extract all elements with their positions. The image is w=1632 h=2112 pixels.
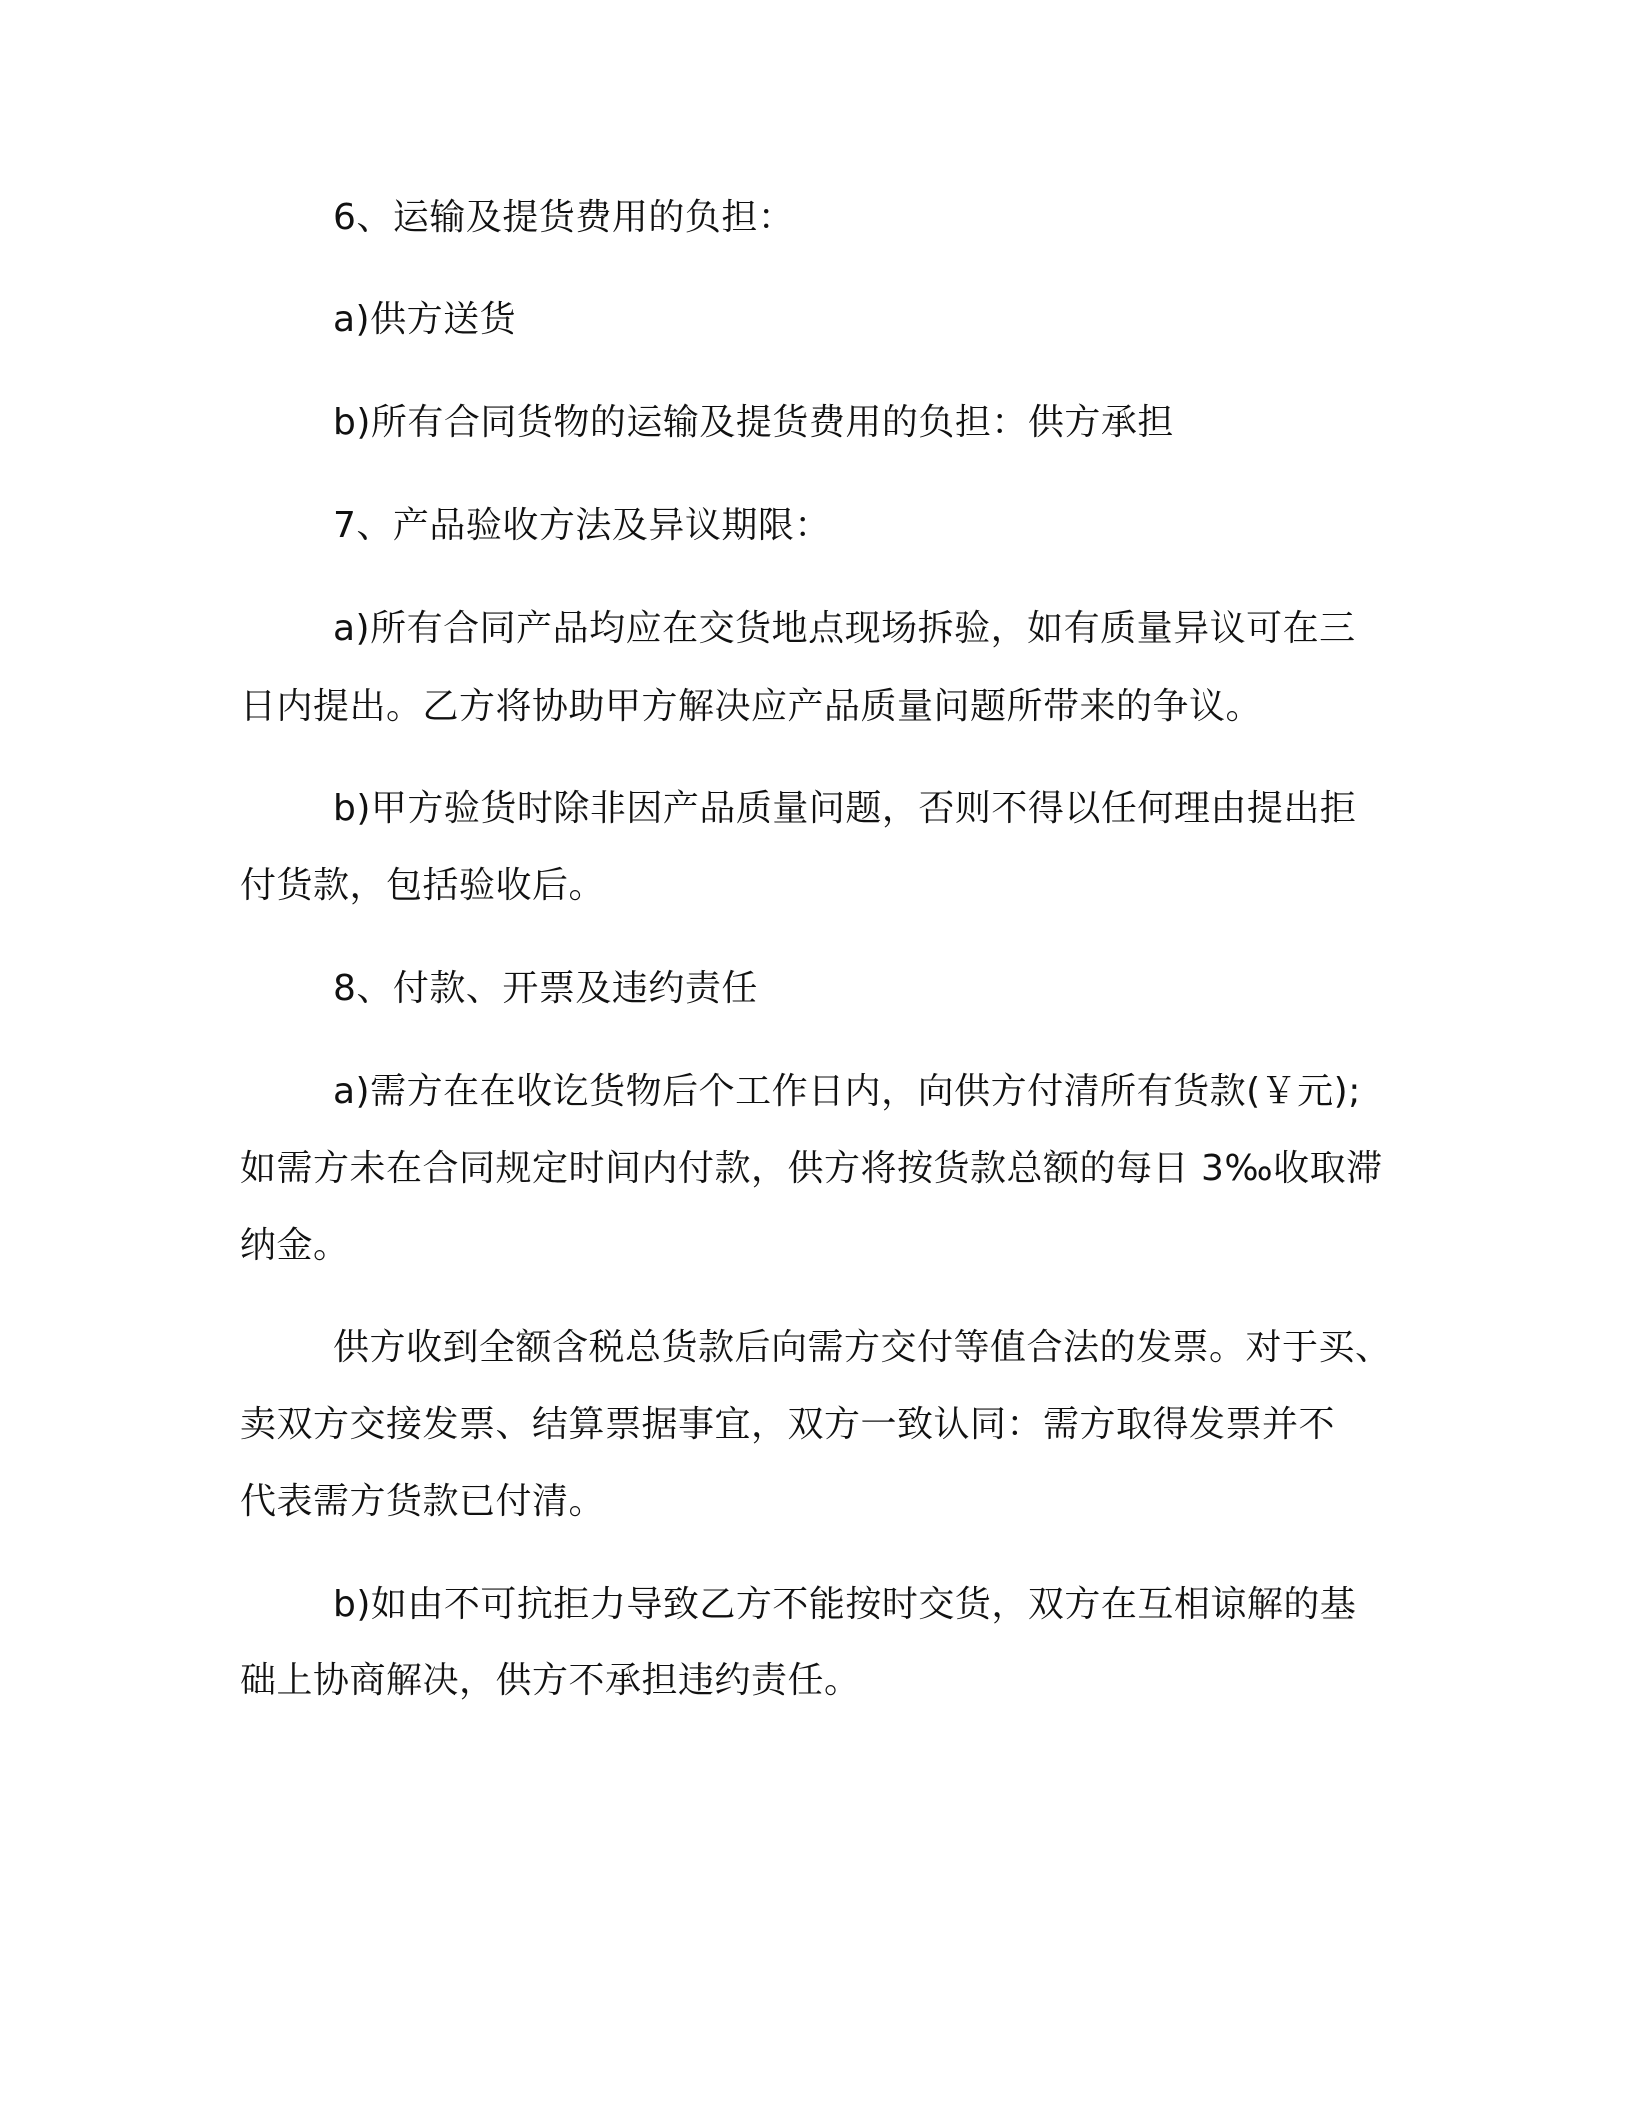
section-8-item-b-line-1: b)如由不可抗拒力导致乙方不能按时交货，双方在互相谅解的基 <box>333 1584 1357 1625</box>
section-8-item-a-line-3: 纳金。 <box>240 1225 350 1266</box>
section-8-heading: 8、付款、开票及违约责任 <box>333 968 758 1009</box>
section-7-heading: 7、产品验收方法及异议期限： <box>333 505 831 546</box>
section-7-item-b-line-2: 付货款，包括验收后。 <box>240 865 606 906</box>
invoice-paragraph-line-2: 卖双方交接发票、结算票据事宜，双方一致认同：需方取得发票并不 <box>240 1404 1336 1445</box>
section-7-item-b-line-1: b)甲方验货时除非因产品质量问题，否则不得以任何理由提出拒 <box>333 788 1357 829</box>
section-7-item-a-line-1: a)所有合同产品均应在交货地点现场拆验，如有质量异议可在三 <box>333 608 1356 649</box>
section-6-item-b: b)所有合同货物的运输及提货费用的负担：供方承担 <box>333 402 1174 443</box>
section-6-heading: 6、运输及提货费用的负担： <box>333 197 795 238</box>
section-7-item-a-line-2: 日内提出。乙方将协助甲方解决应产品质量问题所带来的争议。 <box>240 686 1263 727</box>
section-6-item-a: a)供方送货 <box>333 299 517 340</box>
invoice-paragraph-line-1: 供方收到全额含税总货款后向需方交付等值合法的发票。对于买、 <box>333 1327 1392 1368</box>
section-8-item-a-line-2: 如需方未在合同规定时间内付款，供方将按货款总额的每日 3‰收取滞 <box>240 1148 1383 1189</box>
section-8-item-b-line-2: 础上协商解决，供方不承担违约责任。 <box>240 1660 861 1701</box>
invoice-paragraph-line-3: 代表需方货款已付清。 <box>240 1481 606 1522</box>
section-8-item-a-line-1: a)需方在在收讫货物后个工作日内，向供方付清所有货款(￥元); <box>333 1071 1361 1112</box>
